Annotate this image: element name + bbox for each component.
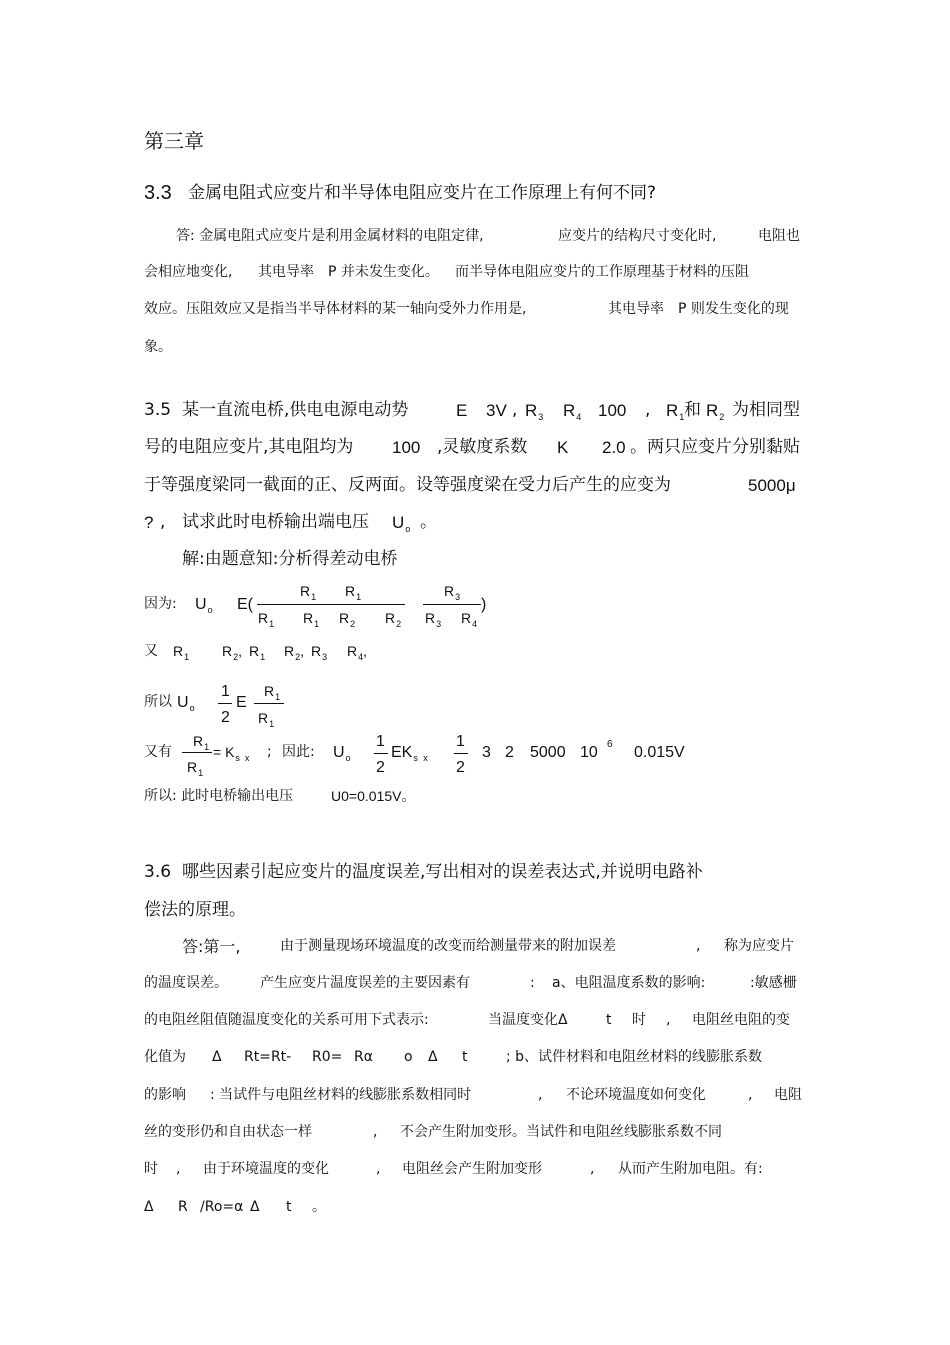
punct: ,: [512, 400, 518, 420]
formula-symbol: $R_2$: [339, 610, 356, 629]
answer-text: P 并未发生变化。: [328, 264, 439, 280]
formula-exponent: 6: [607, 739, 613, 750]
answer-text: P 则发生变化的现: [678, 301, 789, 317]
chapter-title: 第三章: [144, 129, 204, 153]
punct: ,: [590, 1161, 595, 1177]
answer-text: /Ro=α: [200, 1199, 244, 1215]
punct: ;: [267, 744, 272, 760]
formula-symbol: $R_3$: [444, 583, 461, 602]
punct: ,: [538, 1087, 543, 1103]
value: 3V: [486, 401, 507, 420]
answer-text: R: [178, 1199, 188, 1215]
punct: ,: [376, 1161, 381, 1177]
question-text: 。两只应变片分别黏贴: [630, 437, 800, 457]
formula-symbol: $U_o$: [333, 744, 351, 764]
formula-symbol: E: [236, 694, 247, 711]
formula-label: 因为:: [144, 596, 177, 612]
answer-text: 电阻: [774, 1087, 802, 1103]
formula-symbol: $R_2$,: [284, 643, 305, 662]
answer-text: 电阻也: [758, 228, 800, 244]
answer-text: Rt=Rt-: [244, 1049, 292, 1065]
answer-text: t: [462, 1049, 468, 1065]
question-number: 3.5: [144, 400, 172, 420]
formula-symbol: $R_4$,: [347, 643, 368, 662]
fraction-bar: [254, 703, 284, 704]
formula-symbol: $R_1$: [193, 733, 210, 752]
answer-text: 会相应地变化,: [144, 264, 233, 280]
answer-text: 电阻丝电阻的变: [692, 1012, 790, 1028]
answer-text: R0=: [312, 1049, 343, 1065]
question-text: 某一直流电桥,供电电源电动势: [182, 400, 409, 420]
answer-text: t: [286, 1199, 292, 1215]
formula-symbol: $R_3$: [311, 643, 328, 662]
answer-text: 其电导率: [608, 301, 664, 317]
formula-symbol: $R_1$: [258, 710, 275, 729]
formula-number: 10: [580, 744, 598, 761]
formula-symbol: $R_1$: [173, 643, 190, 662]
value: 5000μ: [748, 476, 796, 495]
answer-text: 丝的变形仍和自由状态一样: [144, 1124, 312, 1140]
value: 100: [598, 401, 627, 420]
formula-symbol: $R_1$: [303, 610, 320, 629]
formula-symbol: $R_4$: [461, 610, 478, 629]
value: 2.0: [602, 438, 626, 457]
formula-symbol: ): [481, 596, 487, 613]
answer-text: 不论环境温度如何变化: [566, 1087, 706, 1103]
answer-text: 当温度变化Δ: [488, 1012, 568, 1028]
answer-text: 其电导率: [258, 264, 314, 280]
formula-symbol: $EK_s$ $_x$: [391, 744, 428, 764]
question-title: 偿法的原理。: [144, 900, 246, 920]
question-text: 为相同型: [732, 400, 800, 420]
answer-text: Δ: [212, 1049, 222, 1065]
answer-text: 产生应变片温度误差的主要因素有: [260, 975, 470, 991]
symbol: $R_1$: [666, 401, 685, 423]
punct: ,: [696, 938, 701, 954]
symbol: $U_o$: [392, 513, 411, 535]
punct: :: [530, 975, 535, 991]
fraction-bar: [423, 604, 481, 605]
answer-text: : 当试件与电阻丝材料的线膨胀系数相同时: [210, 1087, 472, 1103]
question-text: 和: [684, 400, 701, 420]
formula-label: 因此:: [282, 744, 315, 760]
answer-text: Δ: [144, 1199, 154, 1215]
answer-text: Δ: [250, 1199, 260, 1215]
formula-number: 3: [482, 744, 491, 761]
question-text: ?: [144, 513, 154, 532]
answer-text: o: [404, 1049, 413, 1065]
fraction-bar: [182, 752, 212, 753]
answer-text: 由于测量现场环境温度的改变而给测量带来的附加误差: [280, 938, 616, 954]
answer-text: 不会产生附加变形。当试件和电阻丝线膨胀系数不同: [400, 1124, 722, 1140]
answer-text: Δ: [428, 1049, 438, 1065]
conclusion-value: U0=0.015V。: [331, 788, 416, 804]
answer-text: 象。: [144, 339, 172, 355]
question-text: 试求此时电桥输出端电压: [182, 512, 369, 532]
answer-text: 由于环境温度的变化: [203, 1161, 329, 1177]
answer-text: 的温度误差。: [144, 975, 228, 991]
punct: 。: [312, 1199, 326, 1215]
answer-text: Rα: [354, 1049, 373, 1065]
question-text: 号的电阻应变片,其电阻均为: [144, 437, 354, 457]
punct: 。: [420, 512, 437, 532]
fraction-bar: [454, 753, 468, 754]
punct: ,: [748, 1087, 753, 1103]
formula-number: 1: [456, 733, 465, 750]
formula-symbol: $R_3$: [425, 610, 442, 629]
answer-text: 的电阻丝阻值随温度变化的关系可用下式表示:: [144, 1012, 429, 1028]
question-title: 金属电阻式应变片和半导体电阻应变片在工作原理上有何不同?: [188, 183, 657, 203]
formula-number: 1: [221, 683, 230, 700]
answer-text: 而半导体电阻应变片的工作原理基于材料的压阻: [455, 264, 749, 280]
formula-result: 0.015V: [634, 744, 685, 761]
answer-text: ; b、试件材料和电阻丝材料的线膨胀系数: [506, 1049, 763, 1065]
formula-label: 又有: [144, 744, 172, 760]
formula-number: 2: [376, 759, 385, 776]
question-number: 3.3: [144, 182, 172, 204]
fraction-bar: [374, 753, 388, 754]
formula-symbol: $R_1$: [300, 583, 317, 602]
answer-text: 应变片的结构尺寸变化时,: [558, 228, 717, 244]
answer-text: :敏感栅: [750, 975, 797, 991]
formula-symbol: $U_o$: [195, 596, 213, 616]
formula-number: 2: [505, 744, 514, 761]
symbol: $R_3$: [525, 401, 544, 423]
answer-text: 化值为: [144, 1049, 186, 1065]
fraction-bar: [218, 703, 232, 704]
punct: ,: [373, 1124, 378, 1140]
answer-text: 效应。压阻效应又是指当半导体材料的某一轴向受外力作用是,: [144, 301, 527, 317]
answer-text: 时: [632, 1012, 646, 1028]
formula-symbol: $R_2$,: [222, 643, 243, 662]
formula-number: 5000: [530, 744, 566, 761]
solution-text: 解:由题意知:分析得差动电桥: [182, 549, 398, 569]
answer-text: 时: [144, 1161, 158, 1177]
fraction-bar: [257, 604, 405, 605]
answer-text: a、电阻温度系数的影响:: [552, 975, 706, 991]
formula-symbol: $R_1$: [187, 759, 204, 778]
formula-number: 2: [221, 709, 230, 726]
formula-symbol: $U_o$: [177, 694, 195, 714]
formula-symbol: E(: [237, 596, 253, 613]
answer-text: t: [606, 1012, 612, 1028]
answer-text: 的影响: [144, 1087, 186, 1103]
formula-symbol: $R_1$: [345, 583, 362, 602]
symbol: $R_4$: [563, 401, 582, 423]
punct: ,: [176, 1161, 181, 1177]
formula-symbol: $R_1$: [264, 683, 281, 702]
question-number: 3.6: [144, 862, 172, 882]
formula-symbol: $R_2$: [385, 610, 402, 629]
punct: ,: [645, 400, 651, 420]
answer-text: 答:第一,: [182, 937, 241, 956]
conclusion-text: 所以: 此时电桥输出电压: [144, 788, 294, 804]
formula-number: 2: [456, 759, 465, 776]
symbol: E: [456, 401, 468, 420]
answer-text: 称为应变片: [724, 938, 794, 954]
formula-symbol: $R_1$: [249, 643, 266, 662]
symbol: K: [557, 438, 569, 457]
formula-label: 又: [144, 643, 158, 659]
question-text: 于等强度梁同一截面的正、反两面。设等强度梁在受力后产生的应变为: [144, 475, 671, 495]
answer-text: 从而产生附加电阻。有:: [618, 1161, 763, 1177]
punct: ,: [666, 1012, 671, 1028]
question-text: ,灵敏度系数: [437, 437, 528, 457]
value: 100: [392, 438, 421, 457]
punct: ,: [160, 512, 166, 532]
symbol: $R_2$: [706, 401, 725, 423]
formula-symbol: = $K_s$ $_x$: [213, 744, 250, 763]
formula-label: 所以: [144, 694, 172, 710]
formula-symbol: $R_1$: [258, 610, 275, 629]
formula-number: 1: [376, 733, 385, 750]
answer-text: 电阻丝会产生附加变形: [402, 1161, 542, 1177]
answer-text: 答: 金属电阻式应变片是利用金属材料的电阻定律,: [176, 228, 484, 244]
question-title: 哪些因素引起应变片的温度误差,写出相对的误差表达式,并说明电路补: [182, 862, 703, 882]
